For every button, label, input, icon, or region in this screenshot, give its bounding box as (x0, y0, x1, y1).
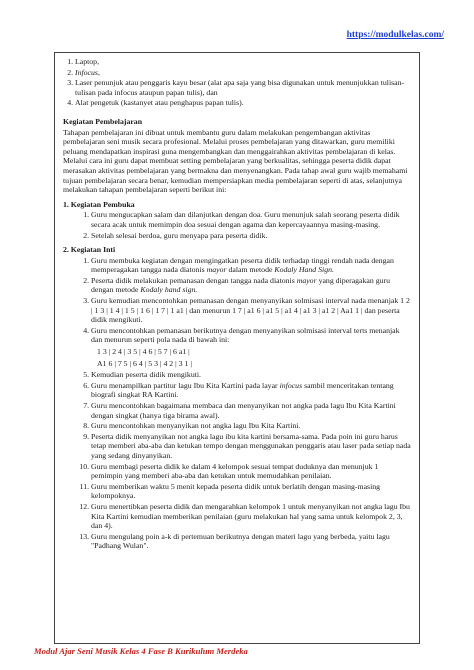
list-item: 1. Laptop, (75, 57, 411, 67)
list-item: 13. Guru mengulang poin a-k di pertemuan berikutnya dengan materi lagu yang berbeda, yaitu lagu "Padhang Wulan". (91, 532, 411, 551)
list-item: 2. Peserta didik melakukan pemanasan dengan tangga nada diatonis mayor yang diperagakan guru dengan metode Kodaly hand sign. (91, 276, 411, 295)
list-item: 3. Laser penunjuk atau penggaris kayu besar (alat apa saja yang bisa digunakan untuk menunjukkan tulisan-tulisan pada infocus ataupun papan tulis), dan (75, 78, 411, 97)
list-item: 6. Guru menampilkan partitur lagu Ibu Kita Kartini pada layar infocus sambil menceritakan tentang biografi singkat RA Kartini. (91, 381, 411, 400)
list-item: 2. Infocus, (75, 68, 411, 78)
list-item: 12. Guru menertibkan peserta didik dan mengarahkan kelompok 1 untuk menyanyikan not angka lagu Ibu Kita Kartini kemudian memberikan penilaian (guru melakukan hal yang sama untuk kelompok 2, 3, dan 4). (91, 502, 411, 531)
list-item: 8. Guru mencontohkan menyanyikan not angka lagu Ibu Kita Kartini. (91, 421, 411, 431)
list-item: 1. Guru mengucapkan salam dan dilanjutkan dengan doa. Guru menunjuk salah seorang peserta didik secara acak untuk memimpin doa sesuai dengan agama dan kepercayaannya masing-masing. (91, 210, 411, 229)
site-url-link[interactable]: https://modulkelas.com/ (346, 30, 444, 40)
heading-kegiatan-inti: 2. Kegiatan Inti (63, 245, 116, 255)
inti-list (63, 256, 411, 551)
list-item: 10. Guru membagi peserta didik ke dalam 4 kelompok sesuai tempat duduknya dan menunjuk 1 pemimpin yang memberi aba-aba dan ketukan untuk memudahkan penilaian. (91, 462, 411, 481)
pembuka-list (63, 210, 411, 240)
list-item: 7. Guru mencontohkan bagaimana membaca dan menyanyikan not angka pada lagu Ibu Kita Kartini dengan singkat (hanya tiga birama awal). (91, 401, 411, 420)
notation-line: A1 6 | 7 5 | 6 4 | 5 3 | 4 2 | 3 1 | (97, 358, 192, 368)
notation-line: 1 3 | 2 4 | 3 5 | 4 6 | 5 7 | 6 a1 | (97, 347, 190, 357)
footer-text: Modul Ajar Seni Musik Kelas 4 Fase B Kurikulum Merdeka (34, 646, 248, 656)
list-item: 4. Guru mencontohkan pemanasan berikutnya dengan menyanyikan solmisasi interval terts menanjak dan menurun seperti pola nada di bawah ini: 1 3 | 2 4 | 3 5 | 4 6 | 5 7 | 6 a1 | A1 6 | 7 5 | 6 4 | 5 3 | 4 2 | 3 1 | (91, 326, 411, 368)
list-item: 1. Guru membuka kegiatan dengan mengingatkan peserta didik terhadap tinggi rendah nada dengan memperagakan tangga nada diatonis mayor dalam metode Kodaly Hand Sign. (91, 256, 411, 275)
list-item: 3. Guru kemudian mencontohkan pemanasan dengan menyanyikan solmisasi interval nada menanjak 1 2 | 1 3 | 1 4 | 1 5 | 1 6 | 1 7 | 1 a1 | dan menurun 1 7 | a1 6 | a1 5 | a1 4 | a1 3 | a1 2 | Aa1 1 | dan peserta didik mengikuti. (91, 296, 411, 325)
list-item: 9. Peserta didik menyanyikan not angka lagu ibu kita kartini bersama-sama. Pada poin ini guru harus tetap memberi aba-aba dan ketukan tempo dengan menggunakan penggaris atau laser pada setiap nada yang sedang dinyanyikan. (91, 432, 411, 461)
list-item: 5. Kemudian peserta didik mengikuti. (91, 370, 411, 380)
list-item: 11. Guru memberikan waktu 5 menit kepada peserta didik untuk berlatih dengan masing-masing kelompoknya. (91, 482, 411, 501)
document-frame (54, 52, 420, 644)
tools-list (63, 57, 411, 108)
list-item: 4. Alat pengetuk (kastanyet atau penghapus papan tulis). (75, 98, 411, 108)
list-item: 2. Setelah selesai berdoa, guru menyapa para peserta didik. (91, 231, 411, 241)
heading-kegiatan-pembuka: 1. Kegiatan Pembuka (63, 199, 135, 209)
intro-paragraph: Tahapan pembelajaran ini dibuat untuk membantu guru dalam melakukan pengembangan aktivitas pembelajaran seni musik secara profesional. Melalui proses pembelajaran yang ditawarkan, guru memiliki peluang mendapatkan inspirasi guna mengembangkan dan menggairahkan aktivitas pembelajaran di kelas. Melalui cara ini guru dapat membuat setting pembelajaran yang berkualitas, sehingga peserta didik dapat merasakan aktivitas pembelajaran yang bermakna dan menyenangkan. Pada tahap awal guru wajib memahami tujuan pembelajaran secara benar, kemudian mempersiapkan media pembelajaran seperti di atas, selanjutnya melakukan tahapan pembelajaran seperti berikut ini: (63, 127, 408, 195)
section-title-kegiatan: Kegiatan Pembelajaran (63, 116, 143, 126)
